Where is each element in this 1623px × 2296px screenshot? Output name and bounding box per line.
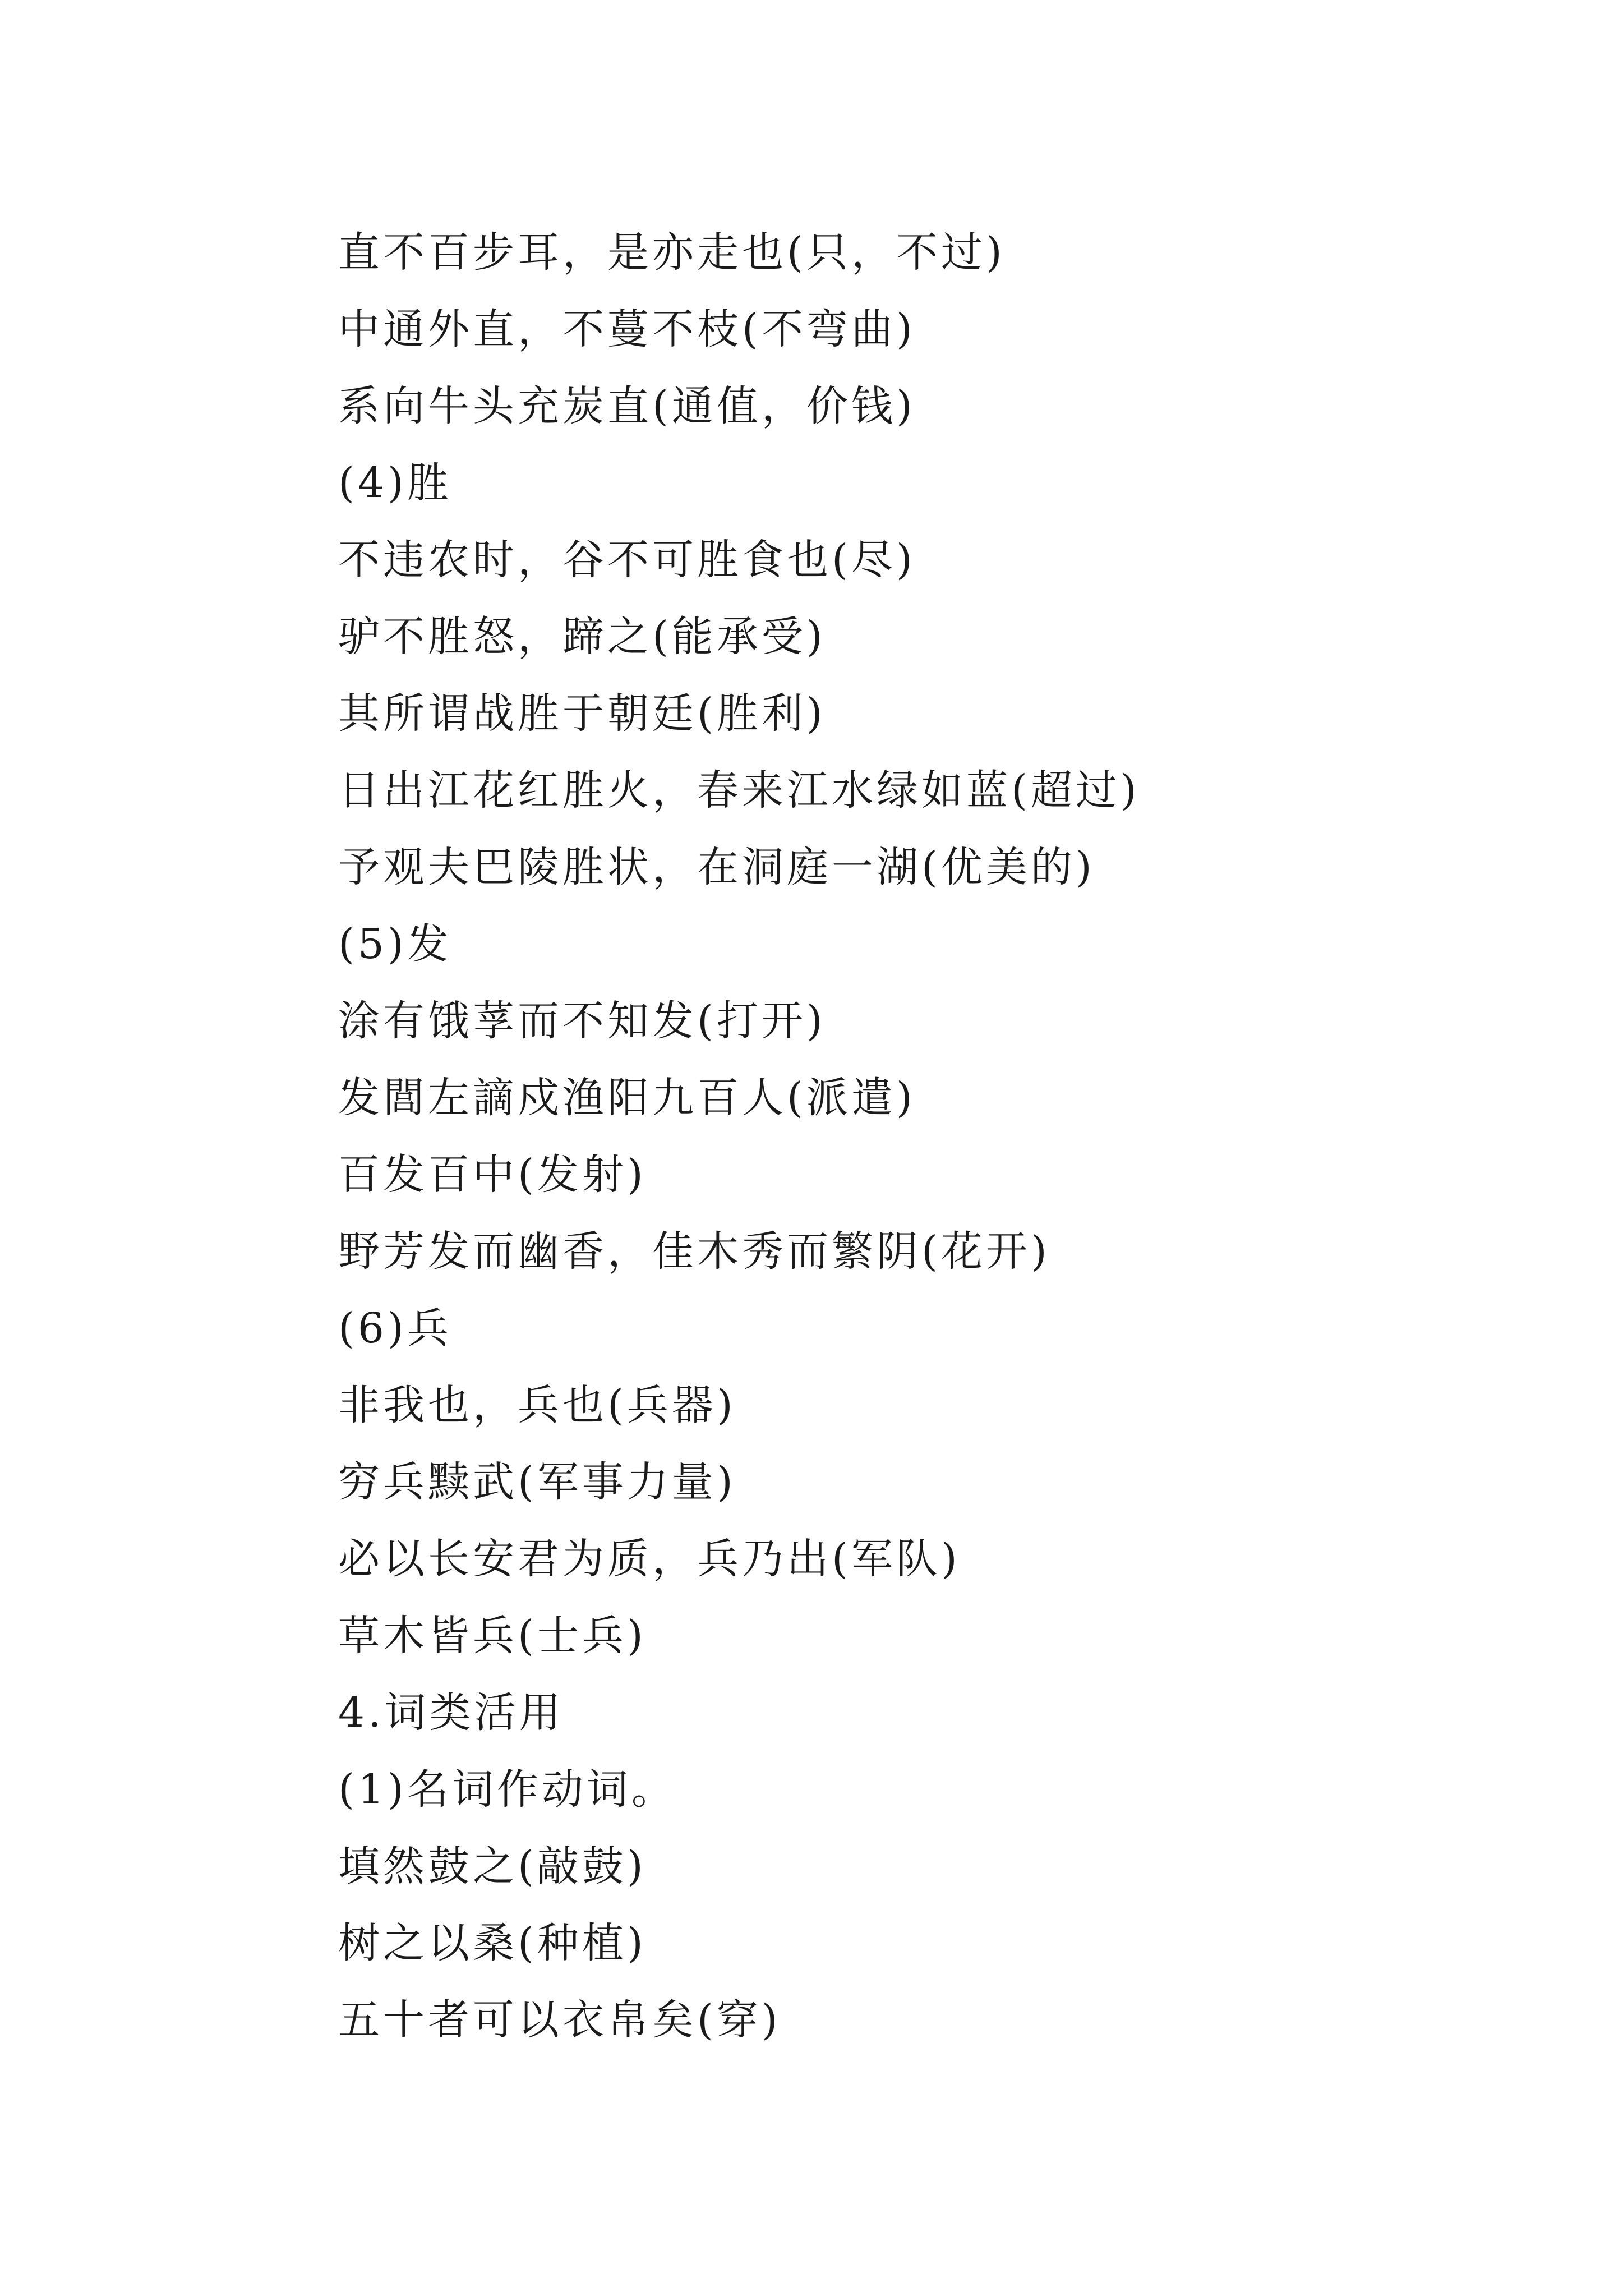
text-line: 系向牛头充炭直(通值，价钱): [338, 382, 916, 430]
text-line: 草木皆兵(士兵): [338, 1612, 647, 1660]
text-line: 涂有饿莩而不知发(打开): [338, 997, 826, 1045]
text-line: 予观夫巴陵胜状，在洞庭一湖(优美的): [338, 843, 1095, 891]
text-line: 必以长安君为质，兵乃出(军队): [338, 1535, 961, 1583]
text-line: 穷兵黩武(军事力量): [338, 1458, 736, 1506]
section-heading: (4)胜: [338, 459, 452, 507]
text-body: [338, 214, 1460, 2059]
section-heading: (6)兵: [338, 1304, 452, 1352]
text-line: 树之以桑(种植): [338, 1919, 647, 1967]
text-line: 其所谓战胜于朝廷(胜利): [338, 689, 826, 738]
text-line: 直不百步耳，是亦走也(只，不过): [338, 228, 1006, 277]
section-heading: (5)发: [338, 920, 452, 968]
text-line: 五十者可以衣帛矣(穿): [338, 1996, 781, 2044]
text-line: 百发百中(发射): [338, 1151, 647, 1199]
text-line: 填然鼓之(敲鼓): [338, 1842, 647, 1890]
text-line: 驴不胜怒，蹄之(能承受): [338, 613, 826, 661]
text-line: 非我也，兵也(兵器): [338, 1381, 736, 1429]
subsection-heading: (1)名词作动词。: [338, 1765, 676, 1814]
text-line: 发閭左謫戍渔阳九百人(派遣): [338, 1074, 916, 1122]
text-line: 中通外直，不蔓不枝(不弯曲): [338, 305, 916, 353]
text-line: 日出江花红胜火，春来江水绿如蓝(超过): [338, 766, 1140, 815]
text-line: 不违农时，谷不可胜食也(尽): [338, 536, 916, 584]
section-heading: 4.词类活用: [338, 1688, 564, 1737]
text-line: 野芳发而幽香，佳木秀而繁阴(花开): [338, 1227, 1050, 1276]
